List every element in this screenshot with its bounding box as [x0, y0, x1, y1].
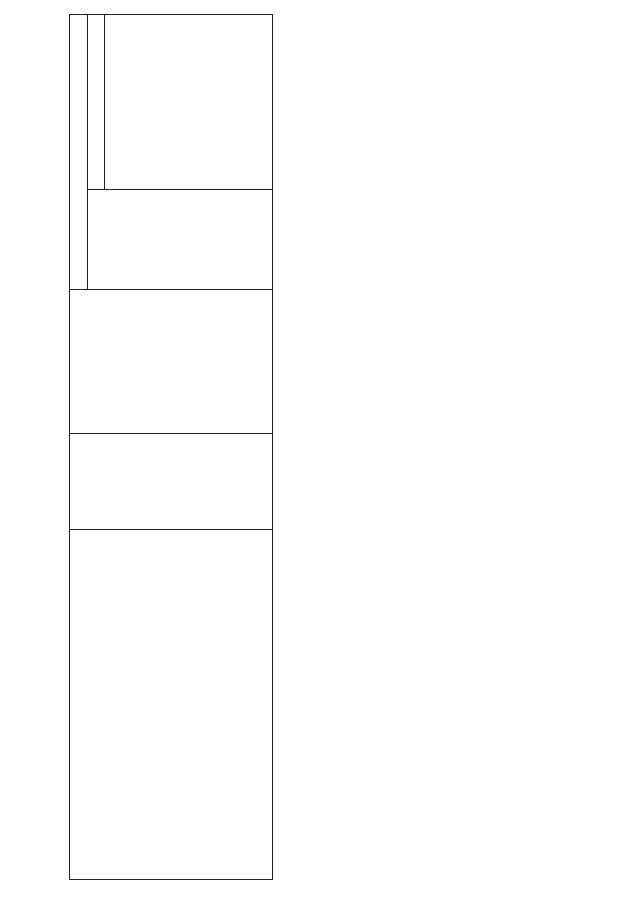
table-body: [69, 14, 594, 880]
